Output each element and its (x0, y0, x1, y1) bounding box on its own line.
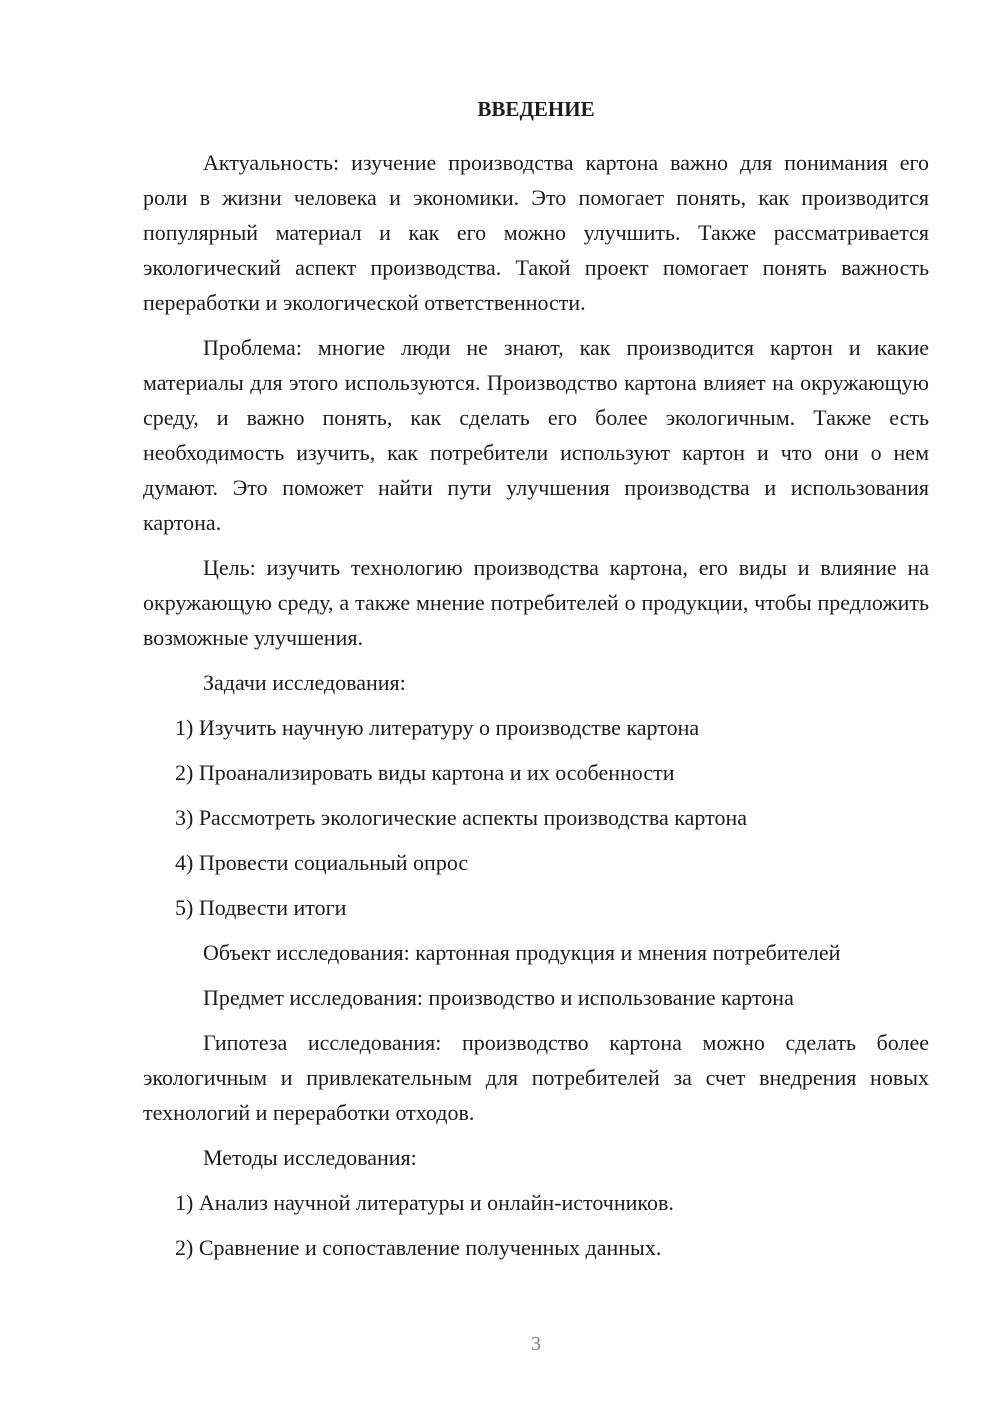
object-paragraph: Объект исследования: картонная продукция и мнения потребителей (203, 940, 841, 965)
methods-list (143, 1185, 929, 1265)
hypothesis-paragraph: Гипотеза исследования: производство картона можно сделать более экологичным и привлекательным для потребителей за счет внедрения новых технологий и переработки отходов. (143, 1030, 929, 1125)
page-title: ВВЕДЕНИЕ (477, 97, 595, 121)
method-item: 2) Сравнение и сопоставление полученных данных. (175, 1235, 662, 1260)
task-item: 2) Проанализировать виды картона и их особенности (175, 760, 675, 785)
tasks-heading: Задачи исследования: (203, 670, 406, 695)
methods-heading: Методы исследования: (203, 1145, 417, 1170)
tasks-list (143, 710, 929, 925)
document-page (143, 92, 929, 1275)
task-item: 3) Рассмотреть экологические аспекты производства картона (175, 805, 747, 830)
subject-paragraph: Предмет исследования: производство и использование картона (203, 985, 794, 1010)
method-item: 1) Анализ научной литературы и онлайн-источников. (175, 1190, 674, 1215)
task-item: 4) Провести социальный опрос (175, 850, 469, 875)
task-item: 5) Подвести итоги (175, 895, 347, 920)
task-item: 1) Изучить научную литературу о производстве картона (175, 715, 700, 740)
goal-paragraph: Цель: изучить технологию производства картона, его виды и влияние на окружающую среду, а также мнение потребителей о продукции, чтобы предложить возможные улучшения. (143, 555, 929, 650)
relevance-paragraph: Актуальность: изучение производства картона важно для понимания его роли в жизни человека и экономики. Это помогает понять, как производится популярный материал и как его можно улучшить. Также рассматривается экологический аспект производства. Такой проект помогает понять важность переработки и экологической ответственности. (143, 150, 929, 315)
page-number: 3 (531, 1333, 541, 1355)
problem-paragraph: Проблема: многие люди не знают, как производится картон и какие материалы для этого используются. Производство картона влияет на окружающую среду, и важно понять, как сделать его более экологичным. Также есть необходимость изучить, как потребители используют картон и что они о нем думают. Это поможет найти пути улучшения производства и использования картона. (143, 335, 929, 535)
